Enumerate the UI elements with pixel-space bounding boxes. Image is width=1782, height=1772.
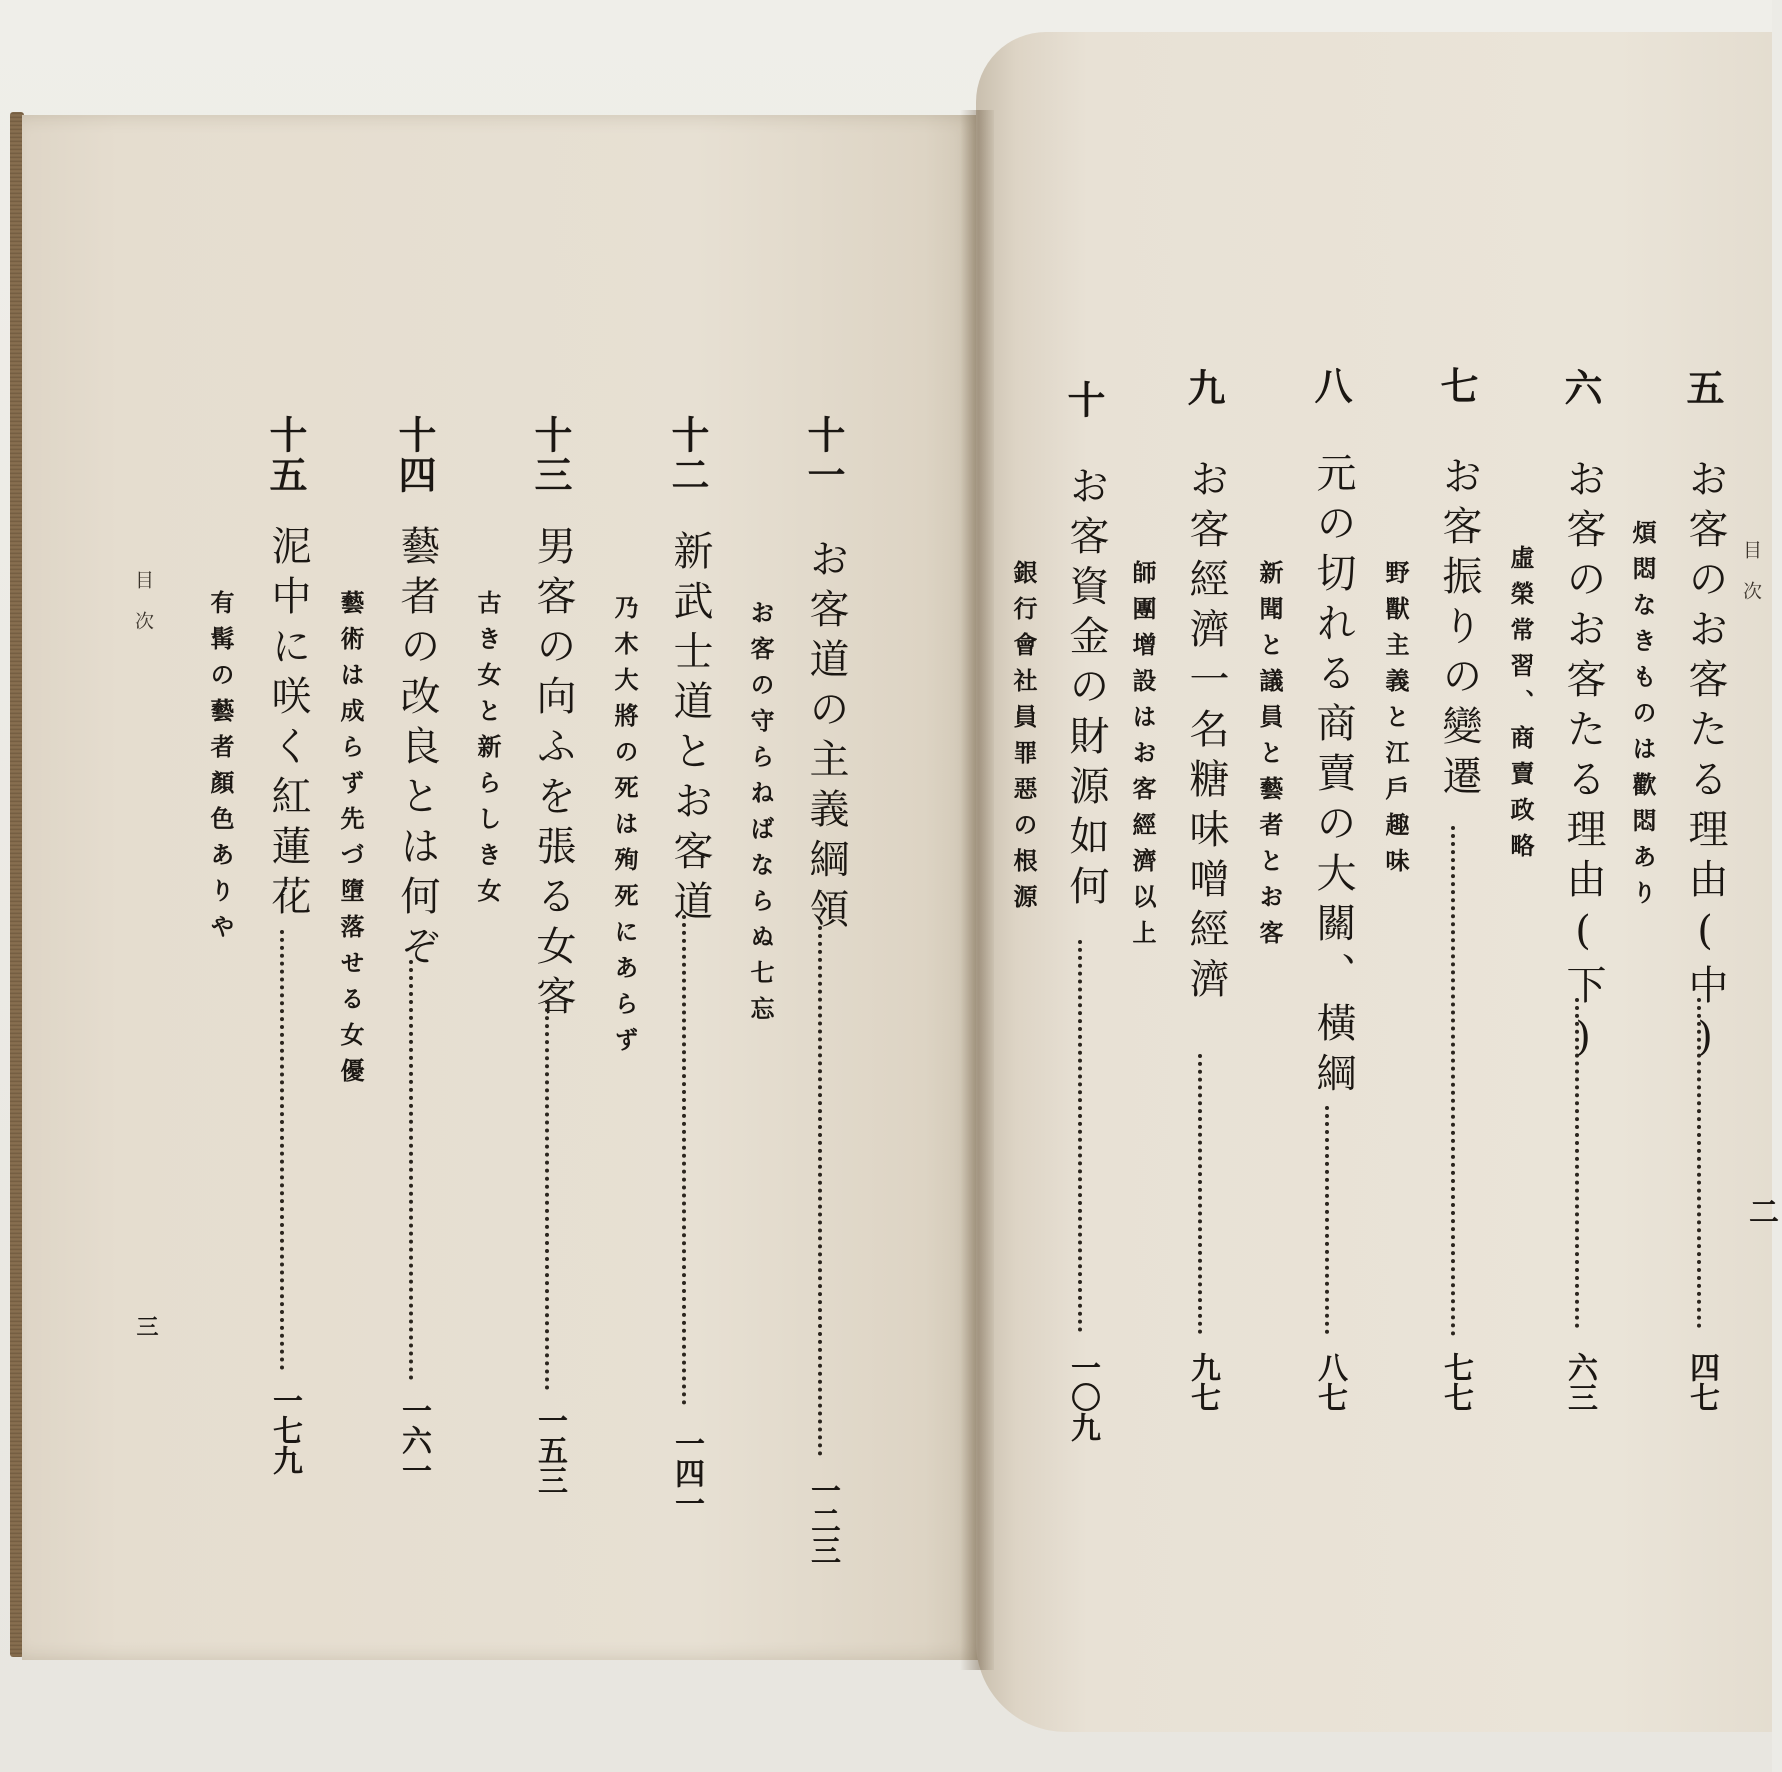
page-number: 一〇九 (1065, 1352, 1100, 1442)
dot-leader (1451, 826, 1455, 1336)
chapter-subtitle: 古き女と新らしき女 (473, 590, 501, 914)
dot-leader (545, 1000, 549, 1390)
chapter-number: 十五 (263, 415, 307, 495)
dot-leader (409, 960, 413, 1380)
chapter-subtitle: 新聞と議員と藝者とお客 (1255, 560, 1283, 956)
chapter-subtitle: 煩悶なきものは歡悶あり (1628, 520, 1656, 916)
chapter-number: 八 (1308, 366, 1352, 406)
dot-leader (1325, 1106, 1329, 1334)
dot-leader (1575, 998, 1579, 1328)
chapter-title[interactable]: お客道の主義綱領 (803, 538, 849, 938)
chapter-title[interactable]: 新武士道とお客道 (667, 530, 713, 930)
page-gutter-shadow (960, 110, 994, 1670)
chapter-subtitle: お客の守らねばならぬ七忘 (746, 600, 774, 1032)
chapter-number: 十一 (801, 415, 845, 495)
page-number: 八七 (1312, 1352, 1347, 1412)
folio-number: 二 (1743, 1196, 1778, 1226)
chapter-title[interactable]: 藝者の改良とは何ぞ (394, 525, 440, 975)
chapter-number: 十 (1061, 380, 1105, 420)
dot-leader (1198, 1054, 1202, 1334)
dot-leader (1078, 940, 1082, 1332)
chapter-title[interactable]: お客振りの變遷 (1436, 455, 1482, 805)
page-number: 七七 (1438, 1352, 1473, 1412)
chapter-number: 六 (1558, 368, 1602, 408)
chapter-number: 九 (1181, 368, 1225, 408)
page-number: 一五三 (532, 1405, 567, 1495)
chapter-title[interactable]: お客資金の財源如何 (1063, 465, 1109, 915)
page-number: 九七 (1185, 1352, 1220, 1412)
dot-leader (682, 915, 686, 1405)
chapter-number: 七 (1434, 366, 1478, 406)
chapter-title[interactable]: 男客の向ふを張る女客 (530, 525, 576, 1025)
page-number: 一二三 (805, 1475, 840, 1565)
page-number: 一七九 (267, 1385, 302, 1475)
chapter-title[interactable]: 泥中に咲く紅蓮花 (265, 525, 311, 925)
chapter-subtitle: 乃木大將の死は殉死にあらず (610, 595, 638, 1063)
chapter-title[interactable]: お客のお客たる理由(下) (1560, 458, 1606, 1070)
chapter-number: 十二 (665, 415, 709, 495)
chapter-subtitle: 虛榮常習、商賣政略 (1506, 545, 1534, 869)
chapter-subtitle: 有髯の藝者顏色ありや (206, 590, 234, 950)
chapter-subtitle: 師團增設はお客經濟以上 (1128, 560, 1156, 956)
folio-number: 三 (133, 1315, 158, 1337)
chapter-number: 十四 (392, 415, 436, 495)
page-number: 一四一 (669, 1428, 704, 1518)
chapter-number: 十三 (528, 415, 572, 495)
dot-leader (280, 930, 284, 1370)
page-number: 一六一 (396, 1395, 431, 1485)
dot-leader (1697, 998, 1701, 1328)
running-head: 目 次 (132, 570, 154, 630)
chapter-title[interactable]: 元の切れる商賣の大關、橫綱 (1310, 452, 1356, 1102)
chapter-subtitle: 銀行會社員罪惡の根源 (1009, 560, 1037, 920)
dot-leader (818, 926, 822, 1456)
page-number: 四七 (1684, 1352, 1719, 1412)
page-number: 六三 (1562, 1352, 1597, 1412)
running-head: 目 次 (1740, 540, 1762, 600)
chapter-subtitle: 藝術は成らず先づ墮落せる女優 (336, 590, 364, 1094)
chapter-title[interactable]: お客のお客たる理由(中) (1682, 458, 1728, 1070)
chapter-number: 五 (1680, 368, 1724, 408)
chapter-subtitle: 野獸主義と江戶趣味 (1381, 560, 1409, 884)
chapter-title[interactable]: お客經濟一名糖味噌經濟 (1183, 458, 1229, 1008)
